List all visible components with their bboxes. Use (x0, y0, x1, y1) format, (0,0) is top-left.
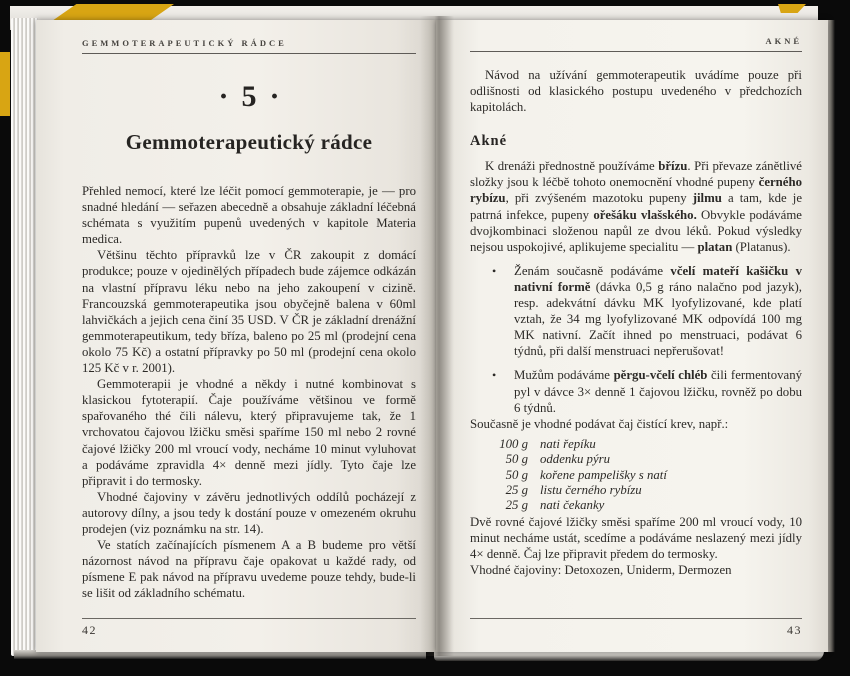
recipe-amount: 50 g (505, 467, 528, 482)
footer-rule-right (470, 618, 802, 619)
left-page-stack-edges (11, 18, 38, 656)
chapter-dot-right: · (269, 80, 280, 113)
recipe-amount: 25 g (505, 498, 528, 513)
intro-paragraph: Návod na užívání gemmoterapeutik uvádíme pouze při odlišnosti od klasického postupu uvedeného v předchozích kapitolách. (470, 68, 802, 115)
recipe-herb: oddenku pýru (540, 452, 611, 467)
preparation-paragraph: Dvě rovné čajové lžičky směsi spaříme 200 ml vroucí vody, 10 minut necháme ustát, scedíme a podáváme neslazený mezi jídly 4× denně. Čaj lze připravit předem do termosky. (470, 514, 802, 561)
recipe-amount: 50 g (505, 452, 528, 467)
bullet-icon: • (492, 263, 497, 278)
running-header-right: AKNÉ (765, 36, 802, 46)
recipe-row (484, 452, 802, 467)
page-number-right: 43 (787, 623, 802, 637)
chapter-number (82, 80, 416, 114)
bullet-text: Ženám současně podáváme včelí mateří kašičku v nativní formě (dávka 0,5 g ráno nalačno pod jazyk), resp. adekvátní dávku MK lyofylizované, kde platí vztah, že 34 mg lyofylizované MK odpovídá 100 mg MK nativní. Začít ihned po menstruaci, podávat 6 týdnů, při další menstruaci nepřerušovat! (514, 263, 802, 359)
recipe-amount: 100 g (499, 436, 528, 451)
recipe-herb: nati čekanky (540, 498, 605, 513)
header-rule-left (82, 53, 416, 54)
recipe-amount: 25 g (505, 483, 528, 497)
bullet-text: Mužům podáváme pěrgu-včelí chléb čili fermentovaný pyl v dávce 3× denně 1 čajovou lžičku, rovněž po dobu 6 týdnů. (514, 368, 802, 415)
bullet-icon: • (492, 368, 497, 383)
bullet-item-men (490, 367, 802, 415)
paragraph: Většinu těchto přípravků lze v ČR zakoupit z domácí produkce; pouze v ojedinělých případech bude zájemce odkázán na vlastní přípravu léku nebo na jeho zakoupení v cizině. Francouzská gemmoterapeutika jsou obyčejně balena v 60ml lahvičkách a jejich cena činí 35 USD. V ČR je základní drenážní gemmoterapeutikum, tedy bříza, baleno po 25 ml (prodejní cena okolo 75 Kč) a ostatní přípravky po 50 ml (prodejní cena okolo 125 Kč v r. 2001). (82, 248, 416, 376)
chapter-title: Gemmoterapeutický rádce (125, 130, 373, 154)
tea-recipe-list (484, 437, 802, 514)
page-footer-left (36, 618, 436, 638)
recipe-herb: listu černého rybízu (540, 483, 642, 497)
page-number-left: 42 (82, 623, 97, 637)
recipe-row (484, 483, 802, 498)
paragraph: Gemmoterapii je vhodné a někdy i nutné kombinovat s klasickou fytoterapií. Čaje používáme většinou ve formě spařovaného thé čili nálevu, který připravujeme tak, že 1 vrchovatou čajovou lžičku směsi spaříme 150 ml nebo 2 rovné čajové lžičky 200 ml vroucí vody, necháme 10 minut vyluhovat a podáváme zpravidla 4× denně mezi jídly. Tyto čaje lze připravit i do termosky. (82, 377, 416, 488)
running-header-left: GEMMOTERAPEUTICKÝ RÁDCE (82, 38, 287, 48)
paragraph: Ve statích začínajících písmenem A a B budeme pro větší názornost návod na přípravu čaje opakovat u každé rady, od písmene E pak návod na přípravu uvedeme pouze tehdy, bude-li se lišit od základního schématu. (82, 538, 416, 601)
bullet-item-women (490, 263, 802, 360)
drainage-paragraph: K drenáži přednostně používáme břízu. Při převaze zánětlivé složky jsou k léčbě tohoto onemocnění vhodné pupeny černého rybízu, při zvýšeném mazotoku pupeny jilmu a tam, kde je patrná infekce, pupeny ořešáku vlašského. Obvykle podáváme dvojkombinaci složenou napůl ze dvou léků. Pokud výsledky nejsou uspokojivé, aplikujeme specialitu — platan (Platanus). (470, 159, 803, 254)
left-page (36, 20, 436, 652)
tea-products: Vhodné čajoviny: Detoxozen, Uniderm, Dermozen (470, 563, 732, 578)
recipe-row (484, 437, 802, 452)
book-cover-yellow-edge-left (0, 52, 10, 116)
tea-intro: Současně je vhodné podávat čaj čistící krev, např.: (470, 416, 729, 431)
paragraph: Vhodné čajoviny v závěru jednotlivých oddílů pocházejí z autorovy dílny, a jsou tedy k dostání pouze v omezeném okruhu prodejen (viz poznámku na str. 14). (82, 489, 416, 536)
recipe-herb: nati řepíku (540, 436, 596, 451)
section-heading-akne: Akné (470, 133, 508, 150)
footer-rule-left (82, 618, 416, 619)
recipe-row (484, 498, 802, 513)
recipe-herb: kořene pampelišky s natí (540, 467, 667, 482)
page-footer-right (436, 618, 828, 638)
chapter-dot-left: · (218, 80, 229, 113)
recipe-row (484, 468, 802, 483)
right-page (436, 20, 828, 652)
paragraph: Přehled nemocí, které lze léčit pomocí gemmoterapie, je — pro snadné hledání — seřazen abecedně a obsahuje základní léčebná schémata s využitím pupenů uvedených v kapitole Materia medica. (82, 184, 416, 247)
header-rule-right (470, 51, 802, 52)
chapter-number-value: 5 (241, 80, 257, 113)
